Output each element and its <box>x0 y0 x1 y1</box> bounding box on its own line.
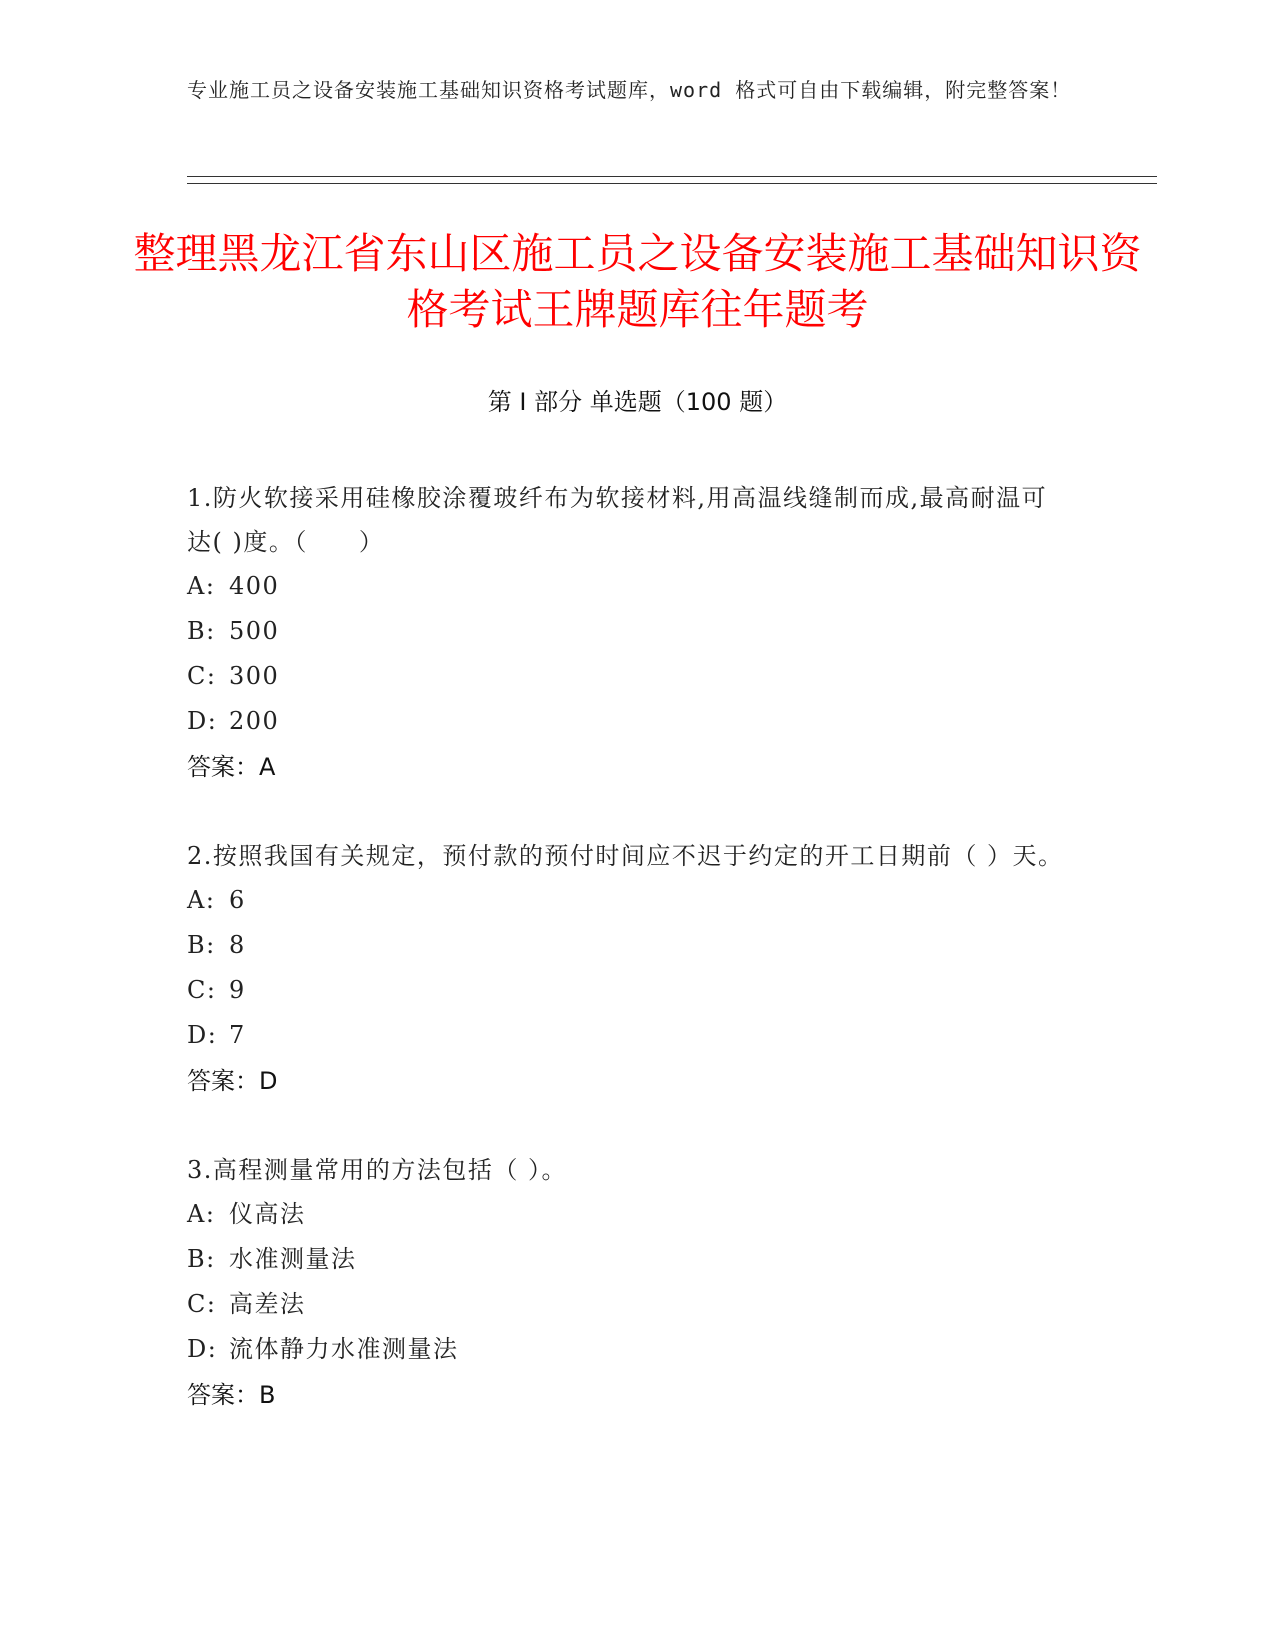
option-letter: B: <box>187 617 216 645</box>
option-text: 6 <box>229 886 246 914</box>
question-stem: 1.防火软接采用硅橡胶涂覆玻纤布为软接材料,用高温线缝制而成,最高耐温可达( )度。（ ） <box>187 484 1048 556</box>
option-letter: B: <box>187 1245 216 1273</box>
option-letter: C: <box>187 662 217 690</box>
option-d <box>187 699 1067 744</box>
section-heading: 第 I 部分 单选题（100 题） <box>487 388 788 416</box>
option-a <box>187 878 1067 923</box>
option-c <box>187 1282 1067 1327</box>
option-text: 仪高法 <box>229 1200 306 1228</box>
option-b <box>187 609 1067 654</box>
answer-line: 答案：A <box>187 753 276 781</box>
option-letter: D: <box>187 1335 218 1363</box>
option-letter: D: <box>187 707 218 735</box>
option-d <box>187 1327 1067 1372</box>
option-letter: A: <box>187 1200 216 1228</box>
header-note: 专业施工员之设备安装施工基础知识资格考试题库，word 格式可自由下载编辑，附完整答案！ <box>187 78 1072 102</box>
question-stem: 2.按照我国有关规定，预付款的预付时间应不迟于约定的开工日期前（ ）天。 <box>187 842 1064 870</box>
option-text: 400 <box>229 572 280 600</box>
question-item <box>187 1148 1067 1418</box>
answer-line: 答案：D <box>187 1067 278 1095</box>
option-text: 7 <box>229 1021 246 1049</box>
option-text: 高差法 <box>229 1290 306 1318</box>
question-stem: 3.高程测量常用的方法包括（ ）。 <box>187 1156 568 1184</box>
question-list <box>187 476 1067 1462</box>
answer-line: 答案：B <box>187 1381 276 1409</box>
option-letter: C: <box>187 1290 217 1318</box>
option-letter: A: <box>187 572 216 600</box>
option-a <box>187 1192 1067 1237</box>
header-divider <box>187 176 1157 184</box>
option-text: 8 <box>229 931 246 959</box>
option-letter: A: <box>187 886 216 914</box>
option-a <box>187 564 1067 609</box>
option-letter: C: <box>187 976 217 1004</box>
option-b <box>187 1237 1067 1282</box>
option-c <box>187 968 1067 1013</box>
option-text: 500 <box>229 617 280 645</box>
option-letter: D: <box>187 1021 218 1049</box>
option-d <box>187 1013 1067 1058</box>
option-letter: B: <box>187 931 216 959</box>
option-text: 9 <box>229 976 246 1004</box>
question-item <box>187 476 1067 790</box>
option-text: 流体静力水准测量法 <box>229 1335 459 1363</box>
option-text: 200 <box>229 707 280 735</box>
document-title: 整理黑龙江省东山区施工员之设备安装施工基础知识资格考试王牌题库往年题考 <box>133 229 1142 334</box>
option-b <box>187 923 1067 968</box>
option-text: 300 <box>229 662 280 690</box>
question-item <box>187 834 1067 1104</box>
option-text: 水准测量法 <box>229 1245 357 1273</box>
option-c <box>187 654 1067 699</box>
